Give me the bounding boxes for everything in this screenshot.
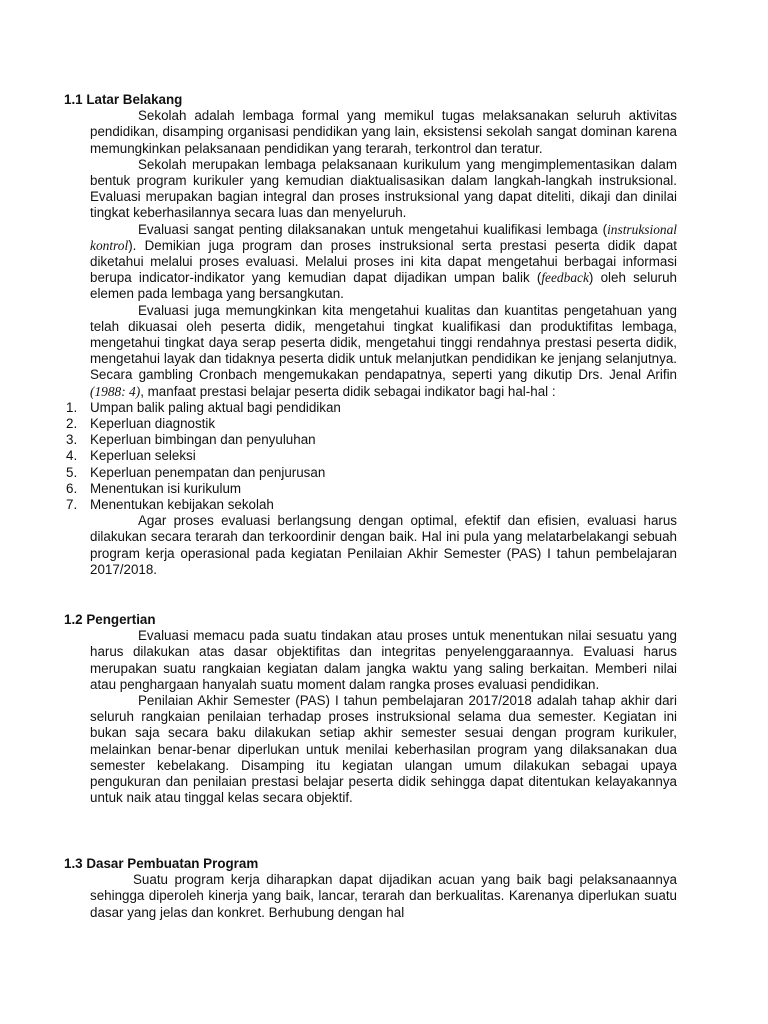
italic-term: instruksional kontrol — [90, 221, 677, 253]
list-item: 4. Keperluan seleksi — [66, 448, 196, 464]
section-heading: 1.1 Latar Belakang — [64, 92, 183, 107]
list-item: 5. Keperluan penempatan dan penjurusan — [66, 464, 326, 480]
paragraph: Agar proses evaluasi berlangsung dengan optimal, efektif dan efisien, evaluasi harus dilakukan secara terarah dan terkoordinir dengan baik. Hal ini pula yang melatarbelakangi sebuah program kerja operasional pada kegiatan Penilaian Akhir Semester (PAS) I tahun pembelajaran 2017/2018. — [90, 513, 677, 577]
section-latar-belakang — [64, 92, 677, 578]
paragraph: Evaluasi memacu pada suatu tindakan atau proses untuk menentukan nilai sesuatu yang harus dilakukan atas dasar objektifitas dan integritas penyelenggaraannya. Evaluasi harus merupakan suatu rangkaian kegiatan dalam jangka waktu yang saling berkaitan. Memberi nilai atau penghargaan hanyalah suatu moment dalam rangka proses evaluasi pendidikan. — [90, 628, 677, 692]
section-pengertian — [64, 612, 677, 806]
paragraph: Penilaian Akhir Semester (PAS) I tahun pembelajaran 2017/2018 adalah tahap akhir dari seluruh rangkaian penilaian terhadap proses instruksional selama dua semester. Kegiatan ini bukan saja secara baku dilakukan setiap akhir semester sesuai dengan program kurikuler, melainkan benar-benar diperlukan untuk menilai keberhasilan program yang dilaksanakan dua semester kebelakang. Disamping itu kegiatan ulangan umum dilakukan sebagai upaya pengukuran dan penilaian prestasi belajar peserta didik sehingga dapat ditentukan kelayakannya untuk naik atau tinggal kelas secara objektif. — [90, 693, 677, 806]
citation: (1988: 4) — [90, 383, 141, 399]
paragraph: Evaluasi sangat penting dilaksanakan untuk mengetahui kualifikasi lembaga (instruksional kontrol). Demikian juga program dan proses instruksional serta prestasi peserta didik dapat diketahui melalui proses evaluasi. Melalui proses ini kita dapat mengetahui berbagai informasi berupa indicator-indikator yang kemudian dapat dijadikan umpan balik (feedback) oleh seluruh elemen pada lembaga yang bersangkutan. — [90, 221, 677, 302]
section-heading: 1.3 Dasar Pembuatan Program — [64, 856, 259, 871]
indicator-list — [66, 399, 677, 513]
list-item: 7. Menentukan kebijakan sekolah — [66, 497, 274, 513]
paragraph: Evaluasi juga memungkinkan kita mengetahui kualitas dan kuantitas pengetahuan yang telah dikuasai oleh peserta didik, mengetahui tingkat kualifikasi dan produktifitas lembaga, mengetahui tingkat daya serap peserta didik, mengetahui tinggi rendahnya prestasi peserta didik, mengetahui layak dan tidaknya peserta didik untuk melanjutkan pendidikan ke jenjang selanjutnya. Secara gambling Cronbach mengemukakan pendapatnya, seperti yang dikutip Drs. Jenal Arifin (1988: 4), manfaat prestasi belajar peserta didik sebagai indikator bagi hal-hal : — [90, 302, 677, 399]
list-item: 2. Keperluan diagnostik — [66, 416, 216, 432]
section-dasar-pembuatan-program — [64, 856, 677, 921]
list-item: 3. Keperluan bimbingan dan penyuluhan — [66, 432, 316, 448]
section-heading: 1.2 Pengertian — [64, 612, 156, 627]
paragraph: Suatu program kerja diharapkan dapat dijadikan acuan yang baik bagi pelaksanaannya sehingga diperoleh kinerja yang baik, lancar, terarah dan berkualitas. Karenanya diperlukan suatu dasar yang jelas dan konkret. Berhubung dengan hal — [90, 872, 677, 920]
list-item: 6. Menentukan isi kurikulum — [66, 480, 242, 496]
italic-term: feedback — [541, 270, 589, 286]
paragraph: Sekolah merupakan lembaga pelaksanaan kurikulum yang mengimplementasikan dalam bentuk program kurikuler yang kemudian diaktualisasikan dalam langkah-langkah instruksional. Evaluasi merupakan bagian integral dan proses instruksional yang dapat diteliti, dikaji dan dinilai tingkat keberhasilannya secara luas dan menyeluruh. — [90, 156, 677, 221]
paragraph: Sekolah adalah lembaga formal yang memikul tugas melaksanakan seluruh aktivitas pendidikan, disamping organisasi pendidikan yang lain, eksistensi sekolah sangat dominan karena memungkinkan pelaksanaan pendidikan yang terarah, terkontrol dan teratur. — [90, 108, 677, 156]
list-item: 1. Umpan balik paling aktual bagi pendidikan — [66, 399, 341, 415]
